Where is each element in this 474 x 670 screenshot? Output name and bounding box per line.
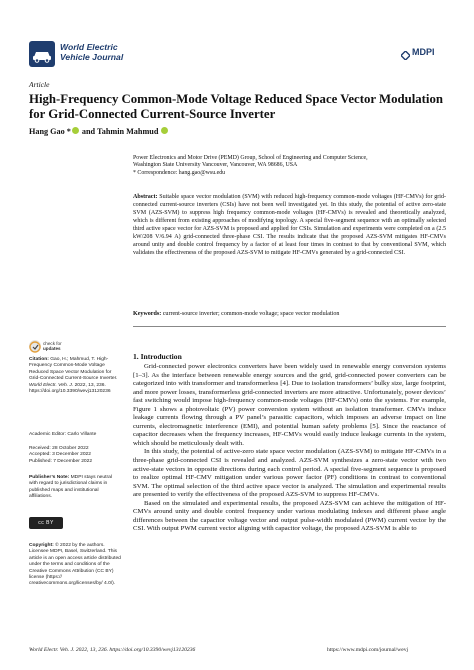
received-date: Received: 28 October 2022 [29,446,89,451]
citation-journal: World Electr. Veh. J. [29,382,74,388]
footer-citation[interactable]: World Electr. Veh. J. 2022, 13, 236. https://doi.org/10.3390/wevj13120236 [29,647,196,653]
journal-name [60,42,160,62]
page-title: High-Frequency Common-Mode Voltage Reduced Space Vector Modulation for Grid-Connected Current-Source Inverter [29,92,443,121]
dates-block [29,446,121,465]
publisher-note-text: MDPI stays neutral with regard to jurisdictional claims in published maps and institutional affiliations. [29,475,112,500]
affiliation-line: Washington State University Vancouver, Vancouver, WA 98686, USA [133,162,298,169]
journal-logo-icon [29,41,55,67]
copyright-text: © 2022 by the authors. Licensee MDPI, Basel, Switzerland. This article is an open access article distributed under the terms and conditions of the Creative Commons Attribution (CC BY) license (https:// creativecommons.org/licenses/by/ 4.0/). [29,543,121,587]
affiliation-block [133,155,433,177]
article-type: Article [29,80,50,89]
check-for-updates-line2: updates [43,346,61,352]
cc-by-license-icon[interactable]: cc BY [29,517,63,529]
check-for-updates-line1: check for [43,341,62,346]
academic-editor: Academic Editor: Carlo Villante [29,432,97,437]
copyright-block [29,543,121,588]
orcid-icon[interactable] [161,127,168,134]
keywords [133,311,446,317]
body-paragraph: Grid-connected power electronics converters have been widely used in renewable energy conversion systems [1–3]. As the interface between renewable energy sources and the grid, grid-connected power converters can be categorized into with transformer and transformerless [4]. Due to isolation transformers’ bulky size, large footprint, and more power losses, transformerless grid-connected inverters are more attractive. Unfortunately, power devices’ fast switching would impose high-frequency common-mode voltages (HF-CMVs) onto the systems. For example, Figure 1 shows a photovoltaic (PV) power conversion system without an isolation transformer. CMVs induce leakage currents flowing through a PV panel’s parasitic capacitors, which imposes an adverse impact on line currents, electromagnetic interference (EMI), and potential human safety problems [5]. Since the reactance of capacitor decreases when the frequency increases, HF-CMVs would easily induce leakage currents in the system, which should be meticulously dealt with. [133,363,446,447]
section-heading: 1. Introduction [133,352,182,361]
abstract [133,193,446,257]
copyright-label: Copyright: [29,543,54,548]
abstract-text: Suitable space vector modulation (SVM) with reduced high-frequency common-mode voltages (HF-CMVs) for grid-connected current-source inverters (CSIs) have not been well investigated yet. In this study, the potential of active zero-state SVM (AZS-SVM) to suppress high frequency common-mode voltages (HF-CMVs) is revealed and theoretically analyzed, which is different from existing approaches of modifying topology. A special five-segment sequence with an optimally selected third active space vector for AZS-SVM is proposed and applied for CSIs. Simulation and experiments were completed on a (2.5 kW/208 V/6.94 A) grid-connected three-phase CSI. The results indicate that the proposed AZS-SVM mitigates HF-CMVs around unity and double control frequency by a factor of at least four times in contrast to that by conventional SVM, which validates the effectiveness of the proposed AZS-SVM to mitigate HF-CMVs generated by a grid-connected CSI. [133,194,446,257]
citation-block [29,357,121,395]
journal-name-line2: Vehicle Journal [60,52,124,62]
body-paragraph: In this study, the potential of active-zero state space vector modulation (AZS-SVM) to mitigate HF-CMVs in a three-phase grid-connected CSI is revealed and analyzed. AZS-SVM synthesizes a zero-state vector with two active-state vectors in opposite directions during each control period. A special five-segment sequence is proposed to realize optimal HF-CMV mitigation under various power factor (PF) conditions in contrast to conventional SVM. The optimal selection of the third active space vector is analyzed. The simulation and experimental results are presented to verify the effectiveness of the proposed AZS-SVM to suppress HF-CMVs. [133,448,446,499]
affiliation-line: Power Electronics and Motor Drive (PEMD) Group, School of Engineering and Computer Science, [133,155,368,161]
keywords-label: Keywords: [133,311,162,317]
body-paragraph: Based on the simulated and experimental results, the proposed AZS-SVM can achieve the mitigation of HF-CMVs around unity and double control frequency under various modulating indexes and different phase angle differences between the capacitor voltage vector and output pulse-width modulated (PWM) current vector by the CSI. With output PWM current vector aligning with capacitor voltage, the proposed AZS-SVM is able to [133,499,446,533]
publisher-name: MDPI [412,47,435,57]
citation-doi[interactable]: 2022, 13, 236. https://doi.org/10.3390/wevj13120236 [29,382,111,395]
author-conjunction: and [79,127,98,136]
section-body [133,363,446,534]
orcid-icon[interactable] [72,127,79,134]
keywords-text: current-source inverter; common-mode voltage; space vector modulation [161,311,340,317]
mdpi-logo-icon [401,47,410,56]
citation-label: Citation: [29,357,49,362]
correspondence-line[interactable]: * Correspondence: hang.gao@wsu.edu [133,169,226,176]
check-for-updates-button[interactable] [43,341,62,352]
accepted-date: Accepted: 3 December 2022 [29,452,91,458]
citation-text: Gao, H.; Mahmud, T. High-Frequency Common-Mode Voltage Reduced Space Vector Modulation for Grid-Connected Current-Source Inverter. [29,357,118,382]
publisher-note-label: Publisher’s Note: [29,475,70,480]
published-date: Published: 7 December 2022 [29,458,93,464]
footer-journal-link[interactable]: https://www.mdpi.com/journal/wevj [327,647,409,653]
author-1[interactable]: Hang Gao * [29,127,71,136]
author-2[interactable]: Tahmin Mahmud [97,127,159,136]
journal-name-line1: World Electric [60,42,118,52]
author-list [29,127,169,136]
publisher-note [29,475,121,501]
abstract-label: Abstract: [133,194,158,200]
check-for-updates-icon[interactable] [29,340,41,352]
divider [133,326,446,327]
